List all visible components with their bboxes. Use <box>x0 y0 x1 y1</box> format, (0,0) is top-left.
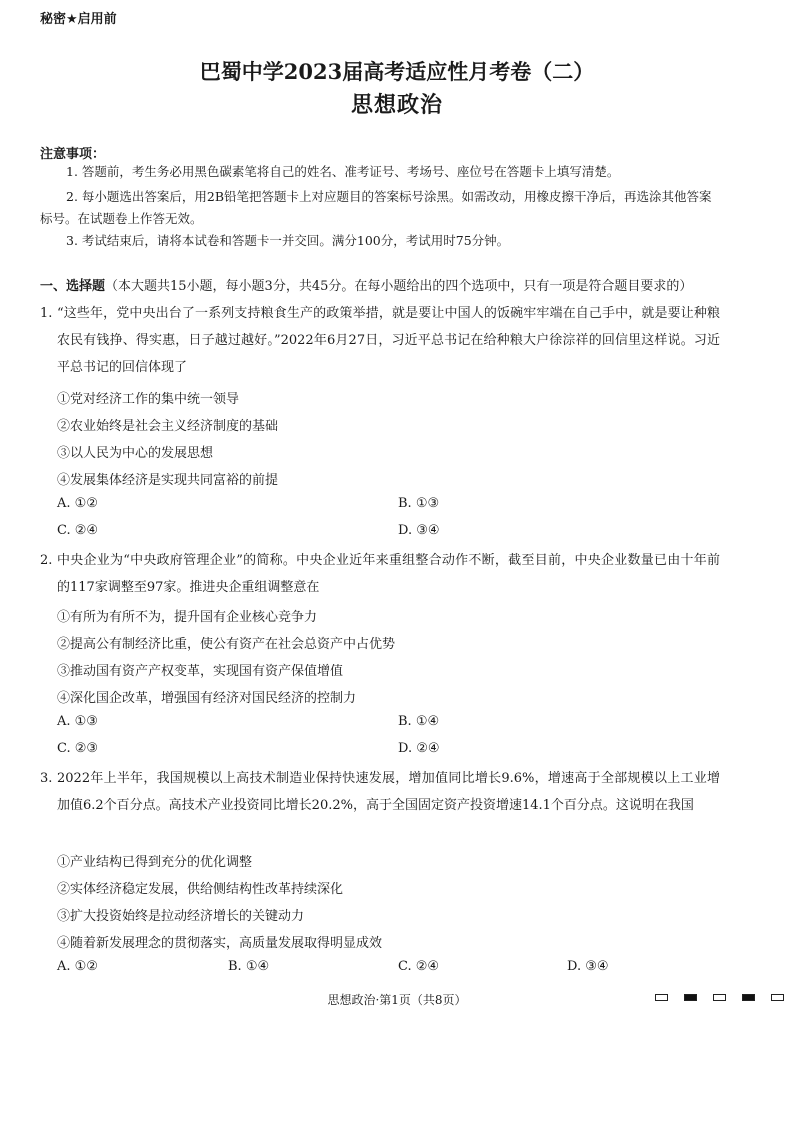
confidential-label: 秘密★启用前 <box>40 12 117 27</box>
option-b: B. ①③ <box>398 496 440 511</box>
question-2-stem <box>40 547 720 601</box>
question-number: 3. <box>40 771 53 786</box>
option-c: C. ②④ <box>57 523 99 538</box>
exam-subject: 思想政治 <box>350 92 443 118</box>
section-title: 一、选择题 <box>40 279 106 294</box>
scan-mark-empty <box>713 994 726 1001</box>
question-3-stem <box>40 765 720 819</box>
page-footer: 思想政治·第1页（共8页） <box>327 993 467 1007</box>
option-c: C. ②④ <box>398 959 440 974</box>
statement-item: ④深化国企改革，增强国有经济对国民经济的控制力 <box>57 691 357 706</box>
statement-item: ①党对经济工作的集中统一领导 <box>57 392 240 407</box>
scan-mark-filled <box>742 994 755 1001</box>
option-d: D. ③④ <box>567 959 609 974</box>
option-d: D. ③④ <box>398 523 440 538</box>
option-b: B. ①④ <box>398 714 440 729</box>
question-number: 1. <box>40 306 53 321</box>
section-header <box>40 275 740 294</box>
question-1-stem <box>40 300 720 381</box>
note-item: 2. 每小题选出答案后，用2B铅笔把答题卡上对应题目的答案标号涂黑。如需改动，用橡皮擦干净后，再选涂其他答案标号。在试题卷上作答无效。 <box>40 189 712 226</box>
question-text: 中央企业为“中央政府管理企业”的简称。中央企业近年来重组整合动作不断，截至目前，中央企业数量已由十年前的117家调整至97家。推进央企重组调整意在 <box>57 553 720 595</box>
option-a: A. ①② <box>57 496 98 511</box>
statement-item: ③以人民为中心的发展思想 <box>57 446 214 461</box>
statement-item: ④随着新发展理念的贯彻落实，高质量发展取得明显成效 <box>57 936 383 951</box>
question-text: 2022年上半年，我国规模以上高技术制造业保持快速发展，增加值同比增长9.6%，增速高于全部规模以上工业增加值6.2个百分点。高技术产业投资同比增长20.2%，高于全国固定资产投资增速14.1个百分点。这说明在我国 <box>57 771 720 813</box>
statement-item: ③扩大投资始终是拉动经济增长的关键动力 <box>57 909 305 924</box>
option-c: C. ②③ <box>57 741 99 756</box>
option-a: A. ①③ <box>57 714 98 729</box>
scan-mark-empty <box>655 994 668 1001</box>
exam-title: 巴蜀中学2023届高考适应性月考卷（二） <box>199 59 595 84</box>
section-desc: （本大题共15小题，每小题3分，共45分。在每小题给出的四个选项中，只有一项是符合题目要求的） <box>105 279 693 294</box>
statement-item: ②实体经济稳定发展，供给侧结构性改革持续深化 <box>57 882 344 897</box>
statement-item: ②农业始终是社会主义经济制度的基础 <box>57 419 279 434</box>
statement-item: ④发展集体经济是实现共同富裕的前提 <box>57 473 279 488</box>
notes-heading: 注意事项： <box>40 147 106 162</box>
statement-item: ①有所为有所不为，提升国有企业核心竞争力 <box>57 610 318 625</box>
scan-mark-empty <box>771 994 784 1001</box>
note-item: 1. 答题前，考生务必用黑色碳素笔将自己的姓名、准考证号、考场号、座位号在答题卡上填写清楚。 <box>66 164 620 179</box>
statement-item: ②提高公有制经济比重，使公有资产在社会总资产中占优势 <box>57 637 396 652</box>
option-b: B. ①④ <box>228 959 270 974</box>
question-text: “这些年，党中央出台了一系列支持粮食生产的政策举措，就是要让中国人的饭碗牢牢端在自己手中，就是要让种粮农民有钱挣、得实惠，日子越过越好。”2022年6月27日，习近平总书记在给种粮大户徐淙祥的回信里这样说。习近平总书记的回信体现了 <box>57 306 720 375</box>
scan-mark-filled <box>684 994 697 1001</box>
option-a: A. ①② <box>57 959 98 974</box>
option-d: D. ②④ <box>398 741 440 756</box>
statement-item: ③推动国有资产产权变革，实现国有资产保值增值 <box>57 664 344 679</box>
question-number: 2. <box>40 553 53 568</box>
statement-item: ①产业结构已得到充分的优化调整 <box>57 855 253 870</box>
note-item: 3. 考试结束后，请将本试卷和答题卡一并交回。满分100分，考试用时75分钟。 <box>66 233 510 248</box>
